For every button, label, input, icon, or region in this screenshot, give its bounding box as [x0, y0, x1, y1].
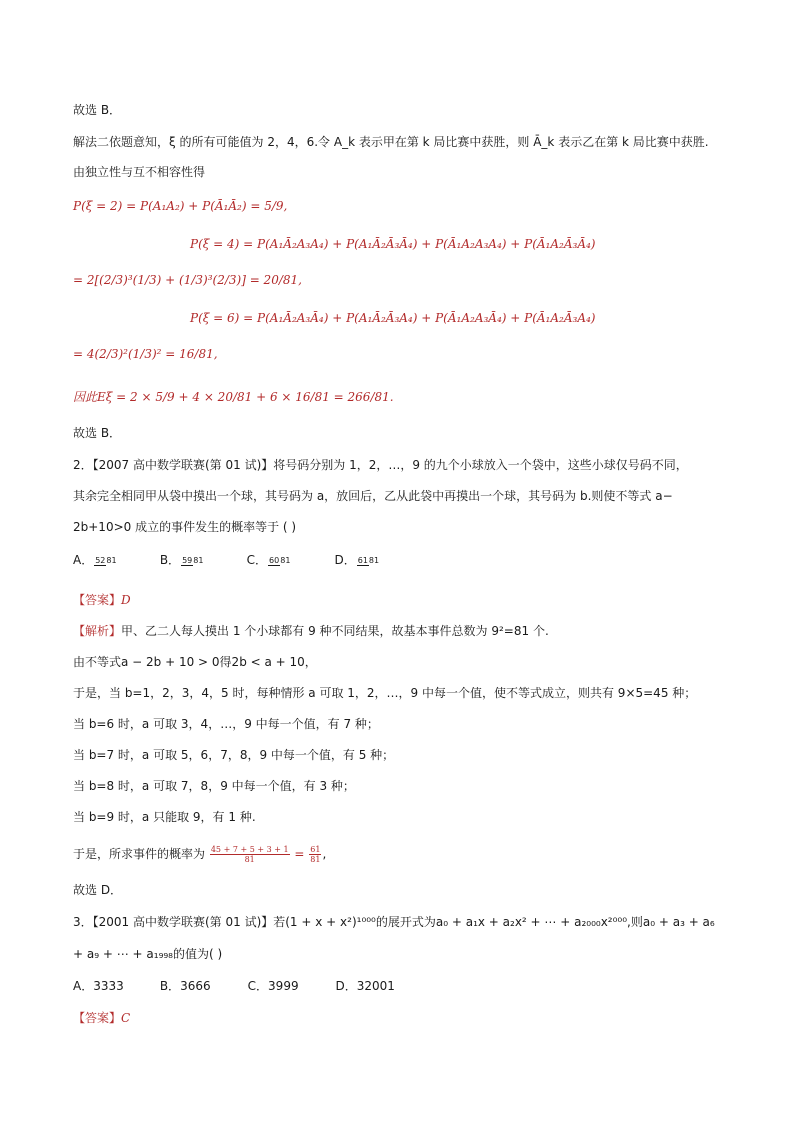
q2-inequality: 由不等式a − 2b + 10 > 0得2b < a + 10，: [73, 655, 317, 669]
q3-answer: 【答案】C: [73, 1011, 131, 1025]
solution-text: 由独立性与互不相容性得: [73, 165, 206, 179]
q2-probability: 于是，所求事件的概率为 $\frac{45 + 7 + 5 + 3 + 1}{81}$ = $\frac{61}{81}$ ,: [73, 845, 327, 864]
q2-case-2: 当 b=6 时，a 可取 3，4，…，9 中每一个值，有 7 种；: [73, 717, 379, 731]
q2-option-b: B． 5981: [159, 553, 204, 567]
q3-stem-line2: + a₉ + ⋯ + a₁₉₉₈的值为( ): [73, 947, 223, 961]
q2-stem-line1: 2．【2007 高中数学联赛(第 01 试)】将号码分别为 1，2，…，9 的九个小球放入一个袋中，这些小球仅号码不同，: [73, 458, 688, 472]
q2-case-1: 于是，当 b=1，2，3，4，5 时，每种情形 a 可取 1，2，…，9 中每一个值，使不等式成立，则共有 9×5=45 种；: [73, 686, 697, 700]
expectation-line: 因此Eξ = 2 × 5/9 + 4 × 20/81 + 6 × 16/81 = 266/81.: [73, 390, 394, 404]
q3-option-a: A．3333: [73, 979, 124, 993]
q2-analysis: 【解析】甲、乙二人每人摸出 1 个小球都有 9 种不同结果，故基本事件总数为 9²=81 个.: [73, 624, 549, 638]
solution-intro: 解法二依题意知，ξ 的所有可能值为 2，4，6.令 A_k 表示甲在第 k 局比赛中获胜，则 Ā_k 表示乙在第 k 局比赛中获胜.: [73, 135, 709, 149]
q2-stem-line2: 其余完全相同甲从袋中摸出一个球，其号码为 a，放回后，乙从此袋中再摸出一个球，其号码为 b.则使不等式 a−: [73, 489, 673, 503]
q2-case-5: 当 b=9 时，a 只能取 9，有 1 种.: [73, 810, 256, 824]
q2-answer: 【答案】D: [73, 593, 131, 607]
q2-option-a: A． 5281: [73, 553, 117, 567]
conclusion-line-2: 故选 B．: [73, 426, 122, 440]
q2-case-3: 当 b=7 时，a 可取 5，6，7，8，9 中每一个值，有 5 种；: [73, 748, 395, 762]
q3-option-d: D．32001: [335, 979, 395, 993]
formula-p4: P(ξ = 4) = P(A₁Ā₂A₃A₄) + P(A₁Ā₂Ā₃Ā₄) + P(Ā₁A₂A₃A₄) + P(Ā₁A₂Ā₃Ā₄): [190, 237, 596, 251]
formula-p6: P(ξ = 6) = P(A₁Ā₂A₃Ā₄) + P(A₁Ā₂Ā₃A₄) + P(Ā₁A₂A₃Ā₄) + P(Ā₁A₂Ā₃A₄): [190, 311, 596, 325]
formula-p4-value: = 2[(2/3)³(1/3) + (1/3)³(2/3)] = 20/81,: [73, 273, 302, 287]
q2-option-c: C． 6081: [246, 553, 291, 567]
q3-option-c: C．3999: [247, 979, 299, 993]
q3-options: [73, 978, 395, 994]
q2-conclusion: 故选 D．: [73, 883, 123, 897]
q2-stem-line3: 2b+10>0 成立的事件发生的概率等于 ( ): [73, 520, 297, 534]
formula-p2: P(ξ = 2) = P(A₁A₂) + P(Ā₁Ā₂) = 5/9,: [73, 199, 288, 213]
formula-p6-value: = 4(2/3)²(1/3)² = 16/81,: [73, 347, 218, 361]
q3-stem-line1: 3．【2001 高中数学联赛(第 01 试)】若(1 + x + x²)¹⁰⁰⁰的展开式为a₀ + a₁x + a₂x² + ⋯ + a₂₀₀₀x²⁰⁰⁰,则a₀ + a₃ + a₆: [73, 915, 715, 929]
q2-option-d: D． 6181: [334, 553, 380, 567]
conclusion-line: 故选 B．: [73, 103, 122, 117]
q2-options: [73, 552, 380, 568]
q3-option-b: B．3666: [159, 979, 211, 993]
q2-case-4: 当 b=8 时，a 可取 7，8，9 中每一个值，有 3 种；: [73, 779, 355, 793]
